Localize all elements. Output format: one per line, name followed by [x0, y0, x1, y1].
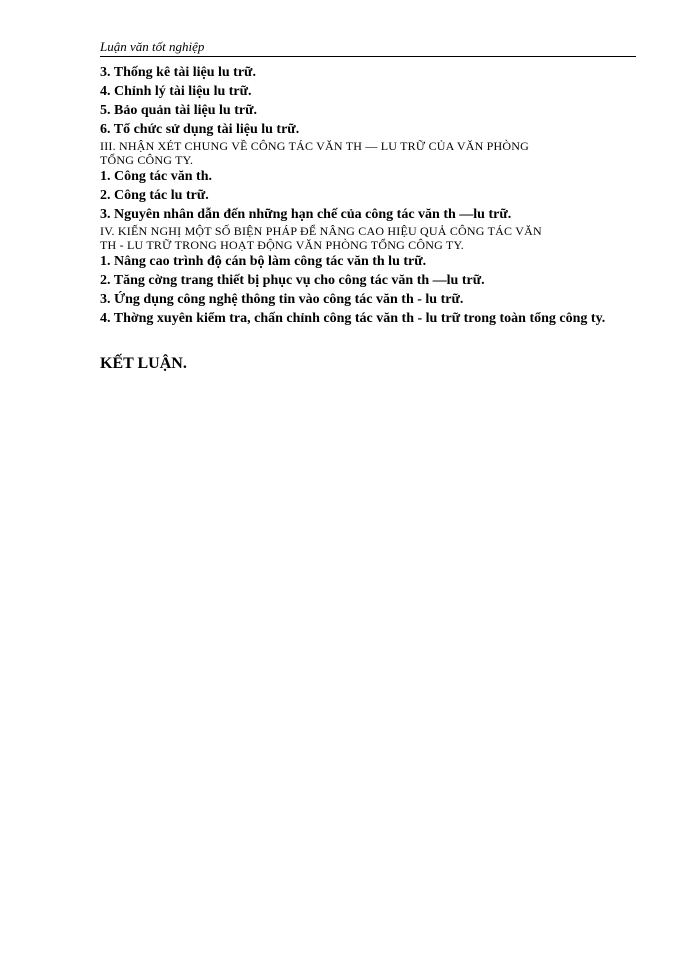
- toc-item: 2. Công tác lu trữ.: [100, 188, 209, 203]
- toc-item: 1. Nâng cao trình độ cán bộ làm công tác văn th lu trữ.: [100, 254, 427, 269]
- toc-item: 2. Tăng cờng trang thiết bị phục vụ cho công tác văn th —lu trữ.: [100, 273, 485, 288]
- table-of-contents: [100, 63, 634, 328]
- page-header: [100, 38, 636, 57]
- running-title: Luận văn tốt nghiệp: [100, 39, 205, 54]
- toc-item: 3. Ứng dụng công nghệ thông tin vào công tác văn th - lu trữ.: [100, 292, 464, 307]
- toc-item: 3. Nguyên nhân dẫn đến những hạn chế của công tác văn th —lu trữ.: [100, 207, 512, 222]
- section-heading: IV. KIẾN NGHỊ MỘT SỐ BIỆN PHÁP ĐỂ NÂNG CAO HIỆU QUẢ CÔNG TÁC VĂN: [100, 224, 542, 238]
- toc-item: 4. Chỉnh lý tài liệu lu trữ.: [100, 84, 252, 99]
- toc-item: 4. Thờng xuyên kiểm tra, chấn chỉnh công tác văn th - lu trữ trong toàn tổng công ty.: [100, 311, 606, 326]
- toc-item: 1. Công tác văn th.: [100, 169, 213, 184]
- toc-item: 5. Bảo quản tài liệu lu trữ.: [100, 103, 257, 118]
- section-heading: TH - LU TRỮ TRONG HOẠT ĐỘNG VĂN PHÒNG TỔNG CÔNG TY.: [100, 238, 464, 252]
- section-heading: III. NHẬN XÉT CHUNG VỀ CÔNG TÁC VĂN TH — LU TRỮ CỦA VĂN PHÒNG: [100, 139, 529, 153]
- section-heading: TỔNG CÔNG TY.: [100, 153, 194, 167]
- conclusion-heading: KẾT LUẬN.: [100, 355, 187, 372]
- toc-item: 3. Thống kê tài liệu lu trữ.: [100, 65, 256, 80]
- toc-item: 6. Tổ chức sử dụng tài liệu lu trữ.: [100, 122, 300, 137]
